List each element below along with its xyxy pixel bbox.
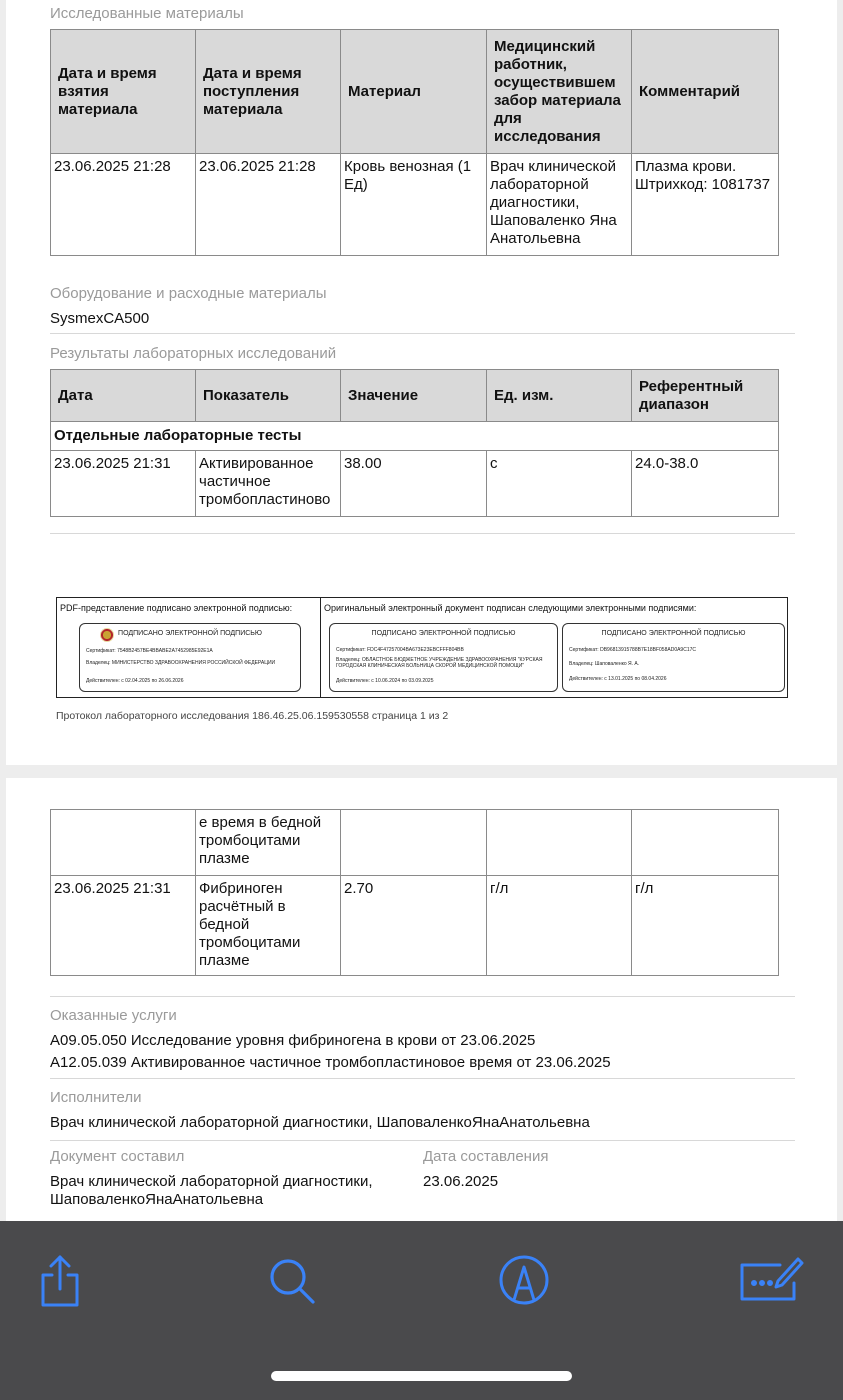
divider (50, 1140, 795, 1141)
performers-section-title: Исполнители (50, 1089, 142, 1106)
table-cell: 24.0-38.0 (632, 451, 779, 517)
service-item: A12.05.039 Активированное частичное тромбопластиновое время от 23.06.2025 (50, 1054, 611, 1071)
header-cell: Дата (51, 370, 196, 422)
service-item: A09.05.050 Исследование уровня фибриногена в крови от 23.06.2025 (50, 1032, 536, 1049)
compose-date-title: Дата составления (423, 1148, 549, 1165)
stamp-cert: Сертификат: FDC4F47257004BA673E23EBCFFF804BB (336, 647, 464, 653)
table-cell: е время в бедной тромбоцитами плазме (196, 810, 341, 876)
stamp-owner: Владелец: МИНИСТЕРСТВО ЗДРАВООХРАНЕНИЯ РОССИЙСКОЙ ФЕДЕРАЦИИ (86, 660, 276, 666)
signature-stamp (329, 623, 558, 692)
stamp-valid: Действителен: с 10.06.2024 по 03.09.2025 (336, 678, 434, 684)
divider (50, 533, 795, 534)
divider (50, 333, 795, 334)
stamp-owner: Владелец: Шаповаленко Я. А. (569, 661, 640, 667)
table-cell: Активированное частичное тромбопластиново (196, 451, 341, 517)
services-section-title: Оказанные услуги (50, 1007, 177, 1024)
table-cell: 23.06.2025 21:28 (51, 154, 196, 256)
signature-left-caption: PDF-представление подписано электронной подписью: (60, 603, 293, 613)
table-cell: г/л (487, 876, 632, 976)
stamp-title: ПОДПИСАНО ЭЛЕКТРОННОЙ ПОДПИСЬЮ (118, 630, 262, 637)
markup-button[interactable] (494, 1251, 554, 1311)
table-cell (632, 810, 779, 876)
header-cell: Дата и время взятия материала (51, 30, 196, 154)
table-cell: с (487, 451, 632, 517)
results-section-title: Результаты лабораторных исследований (50, 345, 337, 362)
bottom-toolbar (0, 1221, 843, 1400)
compose-date-value: 23.06.2025 (423, 1173, 499, 1190)
table-cell: 23.06.2025 21:31 (51, 451, 196, 517)
protocol-footer: Протокол лабораторного исследования 186.46.25.06.159530558 страница 1 из 2 (56, 710, 449, 722)
stamp-valid: Действителен: с 02.04.2025 по 26.06.2026 (86, 678, 184, 684)
table-cell: г/л (632, 876, 779, 976)
table-row (51, 451, 779, 517)
group-row (51, 422, 779, 451)
pdf-page-2 (6, 778, 837, 1228)
results-table (50, 369, 779, 517)
composer-line2: ШаповаленкоЯнаАнатольевна (50, 1191, 264, 1208)
materials-section-title: Исследованные материалы (50, 5, 244, 22)
equipment-value: SysmexCA500 (50, 310, 150, 327)
table-cell (487, 810, 632, 876)
stamp-owner: Владелец: ОБЛАСТНОЕ БЮДЖЕТНОЕ УЧРЕЖДЕНИЕ ЗДРАВООХРАНЕНИЯ "КУРСКАЯ ГОРОДСКАЯ КЛИНИЧЕСКАЯ БОЛЬНИЦА СКОРОЙ МЕДИЦИНСКОЙ ПОМОЩИ" (336, 657, 543, 669)
performers-value: Врач клинической лабораторной диагностики, ШаповаленкоЯнаАнатольевна (50, 1114, 590, 1131)
composer-title: Документ составил (50, 1148, 185, 1165)
table-cell: Кровь венозная (1 Ед) (341, 154, 487, 256)
group-label: Отдельные лабораторные тесты (51, 422, 779, 451)
signature-stamp (79, 623, 301, 692)
header-cell: Материал (341, 30, 487, 154)
composer-line1: Врач клинической лабораторной диагностики, (50, 1173, 373, 1190)
header-cell: Комментарий (632, 30, 779, 154)
home-indicator[interactable] (271, 1371, 572, 1381)
table-row (51, 810, 779, 876)
markup-icon (494, 1251, 554, 1311)
header-cell: Ед. изм. (487, 370, 632, 422)
header-cell: Дата и время поступления материала (196, 30, 341, 154)
materials-table (50, 29, 779, 256)
table-cell: Плазма крови. Штрихкод: 1081737 (632, 154, 779, 256)
signature-stamp (562, 623, 785, 692)
stamp-title: ПОДПИСАНО ЭЛЕКТРОННОЙ ПОДПИСЬЮ (371, 630, 516, 637)
table-header-row (51, 370, 779, 422)
divider (50, 996, 795, 997)
sign-icon (734, 1251, 806, 1311)
signature-divider (320, 598, 321, 697)
search-icon (262, 1251, 322, 1311)
equipment-section-title: Оборудование и расходные материалы (50, 285, 327, 302)
header-cell: Референтный диапазон (632, 370, 779, 422)
header-cell: Показатель (196, 370, 341, 422)
table-cell: Фибриноген расчётный в бедной тромбоцитами плазме (196, 876, 341, 976)
results-table-continued (50, 809, 779, 976)
search-button[interactable] (262, 1251, 322, 1311)
divider (50, 1078, 795, 1079)
table-cell (51, 810, 196, 876)
pdf-page-1 (6, 0, 837, 765)
table-cell: 2.70 (341, 876, 487, 976)
table-row (51, 154, 779, 256)
stamp-cert: Сертификат: 7548B2457BE4BBABE2A7452985E92E1A (86, 648, 213, 654)
stamp-cert: Сертификат: DB96813915788B7E18BF058AD0A9C17C (569, 647, 696, 653)
signature-right-caption: Оригинальный электронный документ подписан следующими электронными подписями: (324, 603, 697, 613)
table-cell: 23.06.2025 21:28 (196, 154, 341, 256)
table-cell: 38.00 (341, 451, 487, 517)
share-icon (30, 1251, 90, 1311)
table-header-row (51, 30, 779, 154)
signature-block (56, 597, 788, 698)
header-cell: Медицинский работник, осуществившем забор материала для исследования (487, 30, 632, 154)
table-cell (341, 810, 487, 876)
header-cell: Значение (341, 370, 487, 422)
table-row (51, 876, 779, 976)
share-button[interactable] (30, 1251, 90, 1311)
stamp-valid: Действителен: с 13.01.2025 по 08.04.2026 (569, 676, 667, 682)
sign-button[interactable] (734, 1251, 806, 1311)
stamp-title: ПОДПИСАНО ЭЛЕКТРОННОЙ ПОДПИСЬЮ (601, 630, 746, 637)
table-cell: 23.06.2025 21:31 (51, 876, 196, 976)
table-cell: Врач клинической лабораторной диагностики, Шаповаленко Яна Анатольевна (487, 154, 632, 256)
